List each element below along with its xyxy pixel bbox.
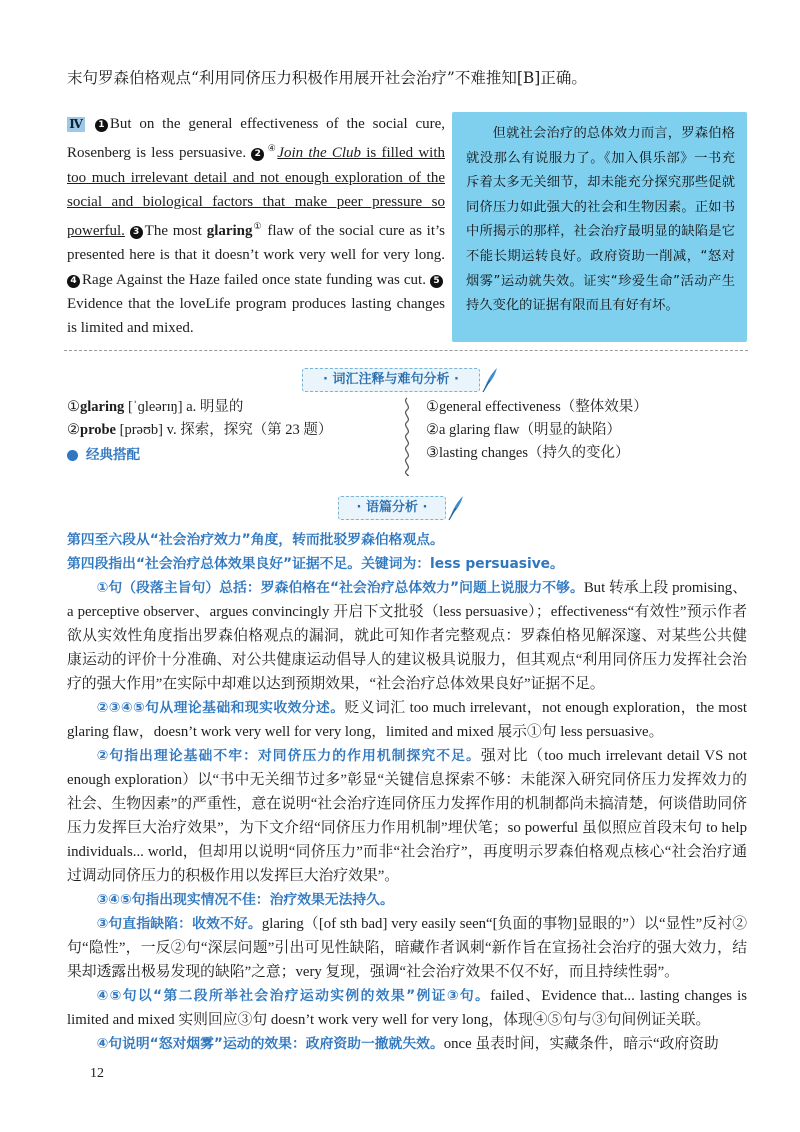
translation-box: 但就社会治疗的总体效力而言，罗森伯格就没那么有说服力了。《加入俱乐部》一书充斥着太多无关细节，却未能充分探究那些促就同侪压力如此强大的社会和生物因素。正如书中所揭示的那样，社会治疗最明显的缺陷是它不能长期运转良好。政府资助一削减，“怒对烟雾”运动就失效。证实“珍爱生命”活动产生持久变化的证据有限而且有好有坏。: [452, 112, 747, 342]
bullet-dot-icon: [67, 450, 78, 461]
vocab-section-header: [302, 366, 500, 394]
analysis-highlight: ③④⑤句指出现实情况不佳：治疗效果无法持久。: [96, 892, 394, 908]
collocation-list: [426, 396, 746, 465]
analysis-highlight: ②句指出理论基础不牢：对同侪压力的作用机制探究不足。: [96, 748, 481, 764]
zigzag-divider-icon: [400, 396, 414, 476]
analysis-text: failed、Evidence that... lasting changes is limited and mixed 实则回应③句 doesn’t work very well for very long，体现④⑤句与③句间例证关联。: [67, 988, 747, 1028]
vocab-word: probe: [80, 422, 116, 438]
vocab-header-label: · 词汇注释与难句分析 ·: [302, 368, 480, 392]
analysis-text: 强对比（too much irrelevant detail VS not enough exploration）以“书中无关细节过多”彰显“关键信息探索不够：未能深入研究同侪压力发挥效力的社会、生物因素”的严重性，意在说明“社会治疗连同侪压力发挥作用的机制都尚未搞清楚，何谈借助同侪压力发挥巨大治疗效果”，为下文介绍“同侪压力作用机制”埋伏笔；so powerful 虽似照应首段末句 to help individuals... world，但却用以说明“同侪压力”而非“社会治疗”，再度明示罗森伯格观点核心“社会治疗通过调动同侪压力的积极作用以发挥巨大治疗效果”。: [67, 748, 747, 884]
vocab-list: [67, 396, 397, 467]
intro-line: 末句罗森伯格观点“利用同侪压力积极作用展开社会治疗”不难推知[B]正确。: [67, 69, 587, 87]
sentence-number-4: 4: [67, 275, 80, 288]
analysis-highlight: ②③④⑤句从理论基础和现实收效分述。: [96, 700, 345, 716]
quill-icon: [446, 494, 466, 522]
classic-collocation-label: [67, 444, 397, 467]
analysis-paragraph-7: [67, 1032, 747, 1056]
analysis-paragraph-5: [67, 912, 747, 984]
classic-label-text: 经典搭配: [86, 447, 140, 463]
analysis-body: [67, 528, 747, 1056]
sentence-number-3: 3: [130, 226, 143, 239]
paragraph-number-badge: Ⅳ: [67, 117, 85, 132]
analysis-highlight: ①句（段落主旨句）总括：罗森伯格在“社会治疗总体效力”问题上说服力不够。: [96, 580, 584, 596]
analysis-text: 贬义词汇 too much irrelevant，not enough exploration，the most glaring flaw，doesn’t work very well for very long，limited and mixed 展示①句 less persuasive。: [67, 700, 747, 740]
analysis-header-label: · 语篇分析 ·: [338, 496, 446, 520]
vocab-number: ②: [67, 422, 80, 438]
collocation-item: ③lasting changes（持久的变化）: [426, 445, 630, 461]
analysis-highlight: ④句说明“怒对烟雾”运动的效果：政府资助一撤就失效。: [96, 1036, 444, 1052]
analysis-section-header: [338, 494, 466, 522]
sentence-number-2: 2: [251, 148, 264, 161]
sentence-number-1: 1: [95, 119, 108, 132]
vocab-number: ①: [67, 399, 80, 415]
sentence-3a: The most: [144, 223, 207, 240]
vocab-item-glaring: [67, 396, 397, 419]
sentence-1: But on the general effectiveness of the social cure, Rosenberg is less persuasive.: [67, 116, 446, 162]
keyword-glaring: glaring: [206, 223, 253, 240]
english-passage: [67, 112, 445, 341]
collocation-item: ②a glaring flaw（明显的缺陷）: [426, 422, 622, 438]
analysis-paragraph-6: [67, 984, 747, 1032]
page-number: 12: [90, 1066, 104, 1081]
section-divider: [64, 350, 748, 351]
quill-icon: [480, 366, 500, 394]
vocab-word: glaring: [80, 399, 125, 415]
analysis-text: once 虽表时间，实藏条件，暗示“政府资助: [443, 1036, 719, 1052]
vocab-item-probe: [67, 419, 397, 442]
analysis-paragraph-4: [67, 888, 747, 912]
vocab-definition: [prəʊb] v. 探索，探究（第 23 题）: [116, 422, 333, 438]
sentence-5: Evidence that the loveLife program produces lasting changes is limited and mixed.: [67, 296, 445, 337]
vocab-definition: [ˈɡleərɪŋ] a. 明显的: [124, 399, 244, 415]
analysis-paragraph-1: [67, 576, 747, 696]
sentence-2-footnote: ④: [266, 143, 278, 154]
sentence-2: is filled with too much irrelevant detail and not enough exploration of the social and biological factors that make peer pressure so powerful.: [67, 145, 446, 240]
sentence-3b: flaw of the social cure as it’s presented here is that it doesn’t work very well for very long.: [67, 223, 446, 264]
sentence-number-5: 5: [430, 275, 443, 288]
analysis-paragraph-2: [67, 696, 747, 744]
sentence-3-footnote: ①: [252, 221, 263, 232]
analysis-text: glaring（[of sth bad] very easily seen“[负面的事物]显眼的”）以“显性”反衬②句“隐性”，一反②句“深层问题”引出可见性缺陷，暗藏作者讽刺“新作旨在宣扬社会治疗的强大效力，结果却透露出极易发现的缺陷”之意；very 复现，强调“社会治疗效果不仅不好，而且持续性弱”。: [67, 916, 747, 980]
analysis-paragraph-3: [67, 744, 747, 888]
analysis-heading-2: 第四段指出“社会治疗总体效果良好”证据不足。关键词为：less persuasive。: [67, 556, 564, 572]
analysis-highlight: ④⑤句以“第二段所举社会治疗运动实例的效果”例证③句。: [96, 988, 491, 1004]
analysis-highlight: ③句直指缺陷：收效不好。: [96, 916, 262, 932]
sentence-4: Rage Against the Haze failed once state funding was cut.: [82, 271, 426, 288]
analysis-heading-1: 第四至六段从“社会治疗效力”角度，转而批驳罗森伯格观点。: [67, 532, 444, 548]
collocation-item: ①general effectiveness（整体效果）: [426, 399, 648, 415]
analysis-text: But 转承上段 promising、a perceptive observer、argues convincingly 开启下文批驳（less persuasive）；effectiveness“有效性”预示作者欲从实效性角度指出罗森伯格观点的漏洞，就此可知作者完整观点：罗森伯格见解深邃、对某些公共健康运动的评价十分准确、对公共健康运动倡导人的建议极具说服力，但其观点“利用同侪压力发挥社会治疗的强大作用”在实际中却难以达到预期效果，“社会治疗总体效果良好”证据不足。: [67, 580, 747, 692]
book-title: Join the Club: [277, 145, 362, 162]
